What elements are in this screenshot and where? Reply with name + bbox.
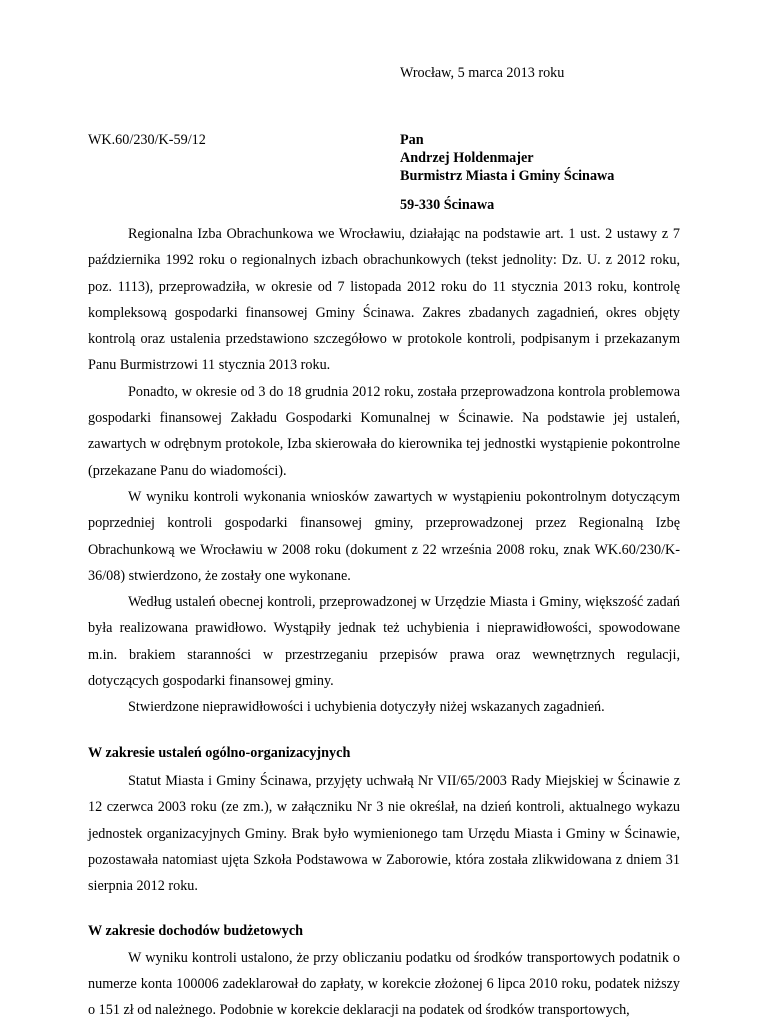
section-text-revenue: W wyniku kontroli ustalono, że przy obliczaniu podatku od środków transportowych podatnik o numerze konta 100006 zadeklarował do zapłaty, w korekcie złożonej 6 lipca 2010 roku, podatek niższy o 151 zł od należnego. Podobnie w korekcie deklaracji na podatek od środków transportowych, <box>88 949 680 1019</box>
section-text-organizational: Statut Miasta i Gminy Ścinawa, przyjęty uchwałą Nr VII/65/2003 Rady Miejskiej w Ścinawie z 12 czerwca 2003 roku (ze zm.), w załączniku Nr 3 nie określał, na dzień kontroli, aktualnego wykazu jednostek organizacyjnych Gminy. Brak było wymienionego tam Urzędu Miasta i Gminy w Ścinawie, pozostawała natomiast ujęta Szkoła Podstawowa w Zaborowie, która została zlikwidowana z dniem 31 sierpnia 2012 roku. <box>88 772 680 895</box>
addressee-postal: 59-330 Ścinawa <box>400 197 495 213</box>
addressee-block <box>400 131 614 214</box>
paragraph-1: Regionalna Izba Obrachunkowa we Wrocławiu, działając na podstawie art. 1 ust. 2 ustawy z 7 października 1992 roku o regionalnych izbach obrachunkowych (tekst jednolity: Dz. U. z 2012 roku, poz. 1113), przeprowadziła, w okresie od 7 listopada 2012 roku do 11 stycznia 2013 roku, kontrolę kompleksową gospodarki finansowej Gminy Ścinawa. Zakres zbadanych zagadnień, okres objęty kontrolą oraz ustalenia przedstawiono szczegółowo w protokole kontroli, podpisanym i przekazanym Panu Burmistrzowi 11 stycznia 2013 roku. <box>88 226 680 374</box>
section-heading-organizational: W zakresie ustaleń ogólno-organizacyjnych <box>88 744 351 761</box>
addressee-title: Burmistrz Miasta i Gminy Ścinawa <box>400 168 615 184</box>
paragraph-4: Według ustaleń obecnej kontroli, przeprowadzonej w Urzędzie Miasta i Gminy, większość zadań była realizowana prawidłowo. Wystąpiły jednak też uchybienia i nieprawidłowości, spowodowane m.in. brakiem staranności w przestrzeganiu przepisów prawa oraz wewnętrznych regulacji, dotyczących gospodarki finansowej gminy. <box>88 594 680 690</box>
letter-body <box>88 221 680 1024</box>
section-heading-revenue: W zakresie dochodów budżetowych <box>88 923 304 940</box>
paragraph-5: Stwierdzone nieprawidłowości i uchybienia dotyczyły niżej wskazanych zagadnień. <box>128 699 605 716</box>
addressee-name: Andrzej Holdenmajer <box>400 150 534 166</box>
reference-number: WK.60/230/K-59/12 <box>88 132 206 148</box>
paragraph-3: W wyniku kontroli wykonania wniosków zawartych w wystąpieniu pokontrolnym dotyczącym poprzedniej kontroli gospodarki finansowej gminy, przeprowadzonej przez Regionalną Izbę Obrachunkową we Wrocławiu w 2008 roku (dokument z 22 września 2008 roku, znak WK.60/230/K-36/08) stwierdzono, że zostały one wykonane. <box>88 488 680 584</box>
paragraph-2: Ponadto, w okresie od 3 do 18 grudnia 2012 roku, została przeprowadzona kontrola problemowa gospodarki finansowej Zakładu Gospodarki Komunalnej w Ścinawie. Na podstawie jej ustaleń, zawartych w odrębnym protokole, Izba skierowała do kierownika tej jednostki wystąpienie pokontrolne (przekazane Panu do wiadomości). <box>88 383 680 479</box>
place-date: Wrocław, 5 marca 2013 roku <box>400 65 565 81</box>
addressee-salutation: Pan <box>400 132 424 148</box>
